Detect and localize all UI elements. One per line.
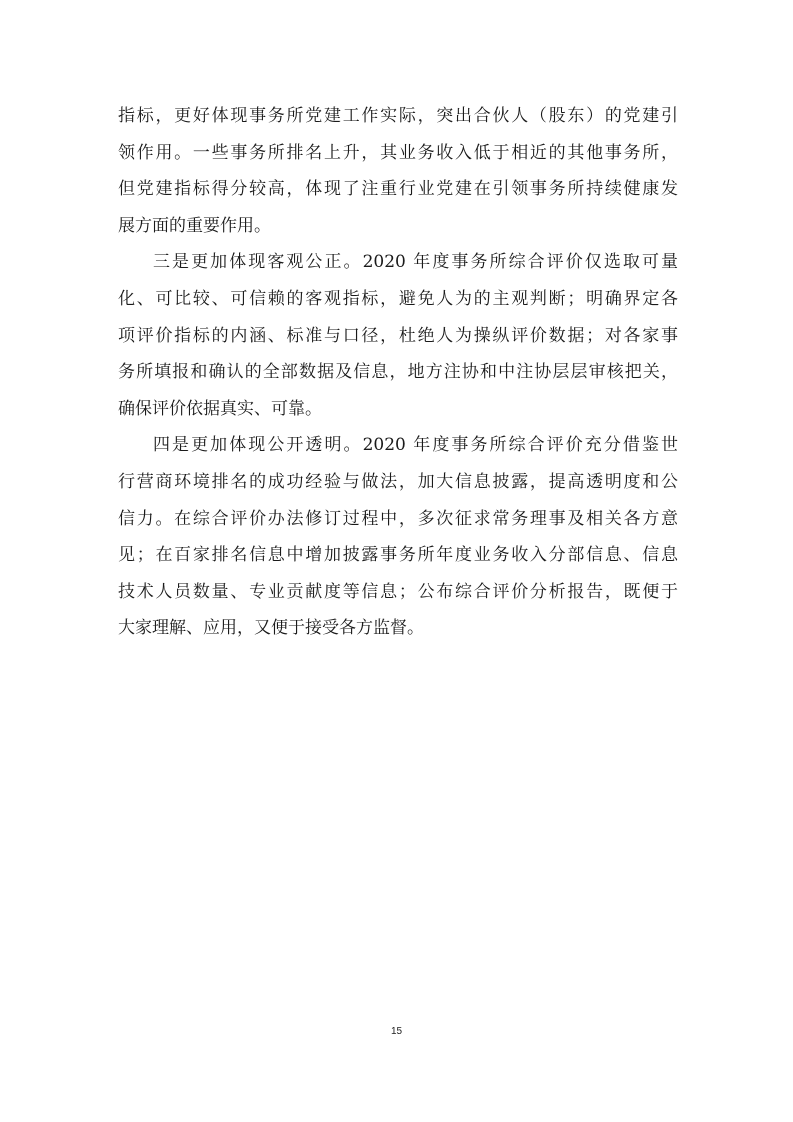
- page-number: 15: [390, 1026, 403, 1037]
- paragraph-start-line: 三是更加体现客观公正。2020 年度事务所综合评价仅选取可量: [153, 252, 678, 273]
- text-line: 领作用。一些事务所排名上升，其业务收入低于相近的其他事务所，: [118, 142, 678, 163]
- text-line: 但党建指标得分较高，体现了注重行业党建在引领事务所持续健康发: [118, 179, 678, 200]
- text-line: 展方面的重要作用。: [118, 215, 271, 236]
- text-line: 见；在百家排名信息中增加披露事务所年度业务收入分部信息、信息: [118, 545, 678, 566]
- text-line: 确保评价依据真实、可靠。: [118, 398, 322, 419]
- text-line: 信力。在综合评价办法修订过程中，多次征求常务理事及相关各方意: [118, 508, 678, 529]
- text-line: 行营商环境排名的成功经验与做法，加大信息披露，提高透明度和公: [118, 471, 678, 492]
- text-line: 技术人员数量、专业贡献度等信息；公布综合评价分析报告，既便于: [118, 581, 678, 602]
- text-line: 指标，更好体现事务所党建工作实际，突出合伙人（股东）的党建引: [118, 106, 678, 126]
- text-line: 化、可比较、可信赖的客观指标，避免人为的主观判断；明确界定各: [118, 288, 678, 309]
- body-text: [118, 98, 678, 647]
- paragraph-start-line: 四是更加体现公开透明。2020 年度事务所综合评价充分借鉴世: [153, 435, 678, 456]
- text-line: 大家理解、应用，又便于接受各方监督。: [118, 618, 424, 639]
- text-line: 项评价指标的内涵、标准与口径，杜绝人为操纵评价数据；对各家事: [118, 325, 678, 346]
- text-line: 务所填报和确认的全部数据及信息，地方注协和中注协层层审核把关，: [118, 362, 678, 383]
